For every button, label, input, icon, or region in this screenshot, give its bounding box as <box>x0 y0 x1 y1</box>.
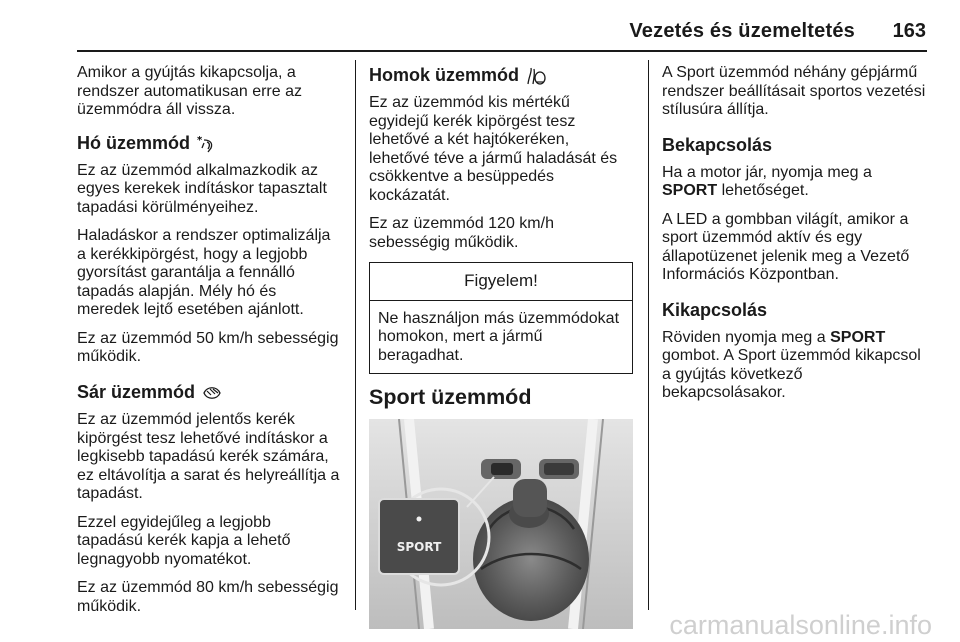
snow-paragraph-2: Haladáskor a rendszer optimalizálja a kerékkipörgést, hogy a legjobb gyorsítást garantálja a fennálló tapadás alapján. Mély hó és meredek lejtő esetében ajánlott. <box>77 227 331 319</box>
sport-mode-heading: Sport üzemmód <box>369 385 532 410</box>
snow-mode-icon <box>196 134 218 154</box>
notice-box <box>369 262 633 374</box>
snow-paragraph-1: Ez az üzemmód alkalmazkodik az egyes kerekek indításkor tapasztalt tapadási körülményeihez. <box>77 161 327 216</box>
sport-button-photo <box>369 419 633 629</box>
page-number: 163 <box>892 20 926 42</box>
sand-mode-heading: Homok üzemmód <box>369 64 633 86</box>
sport-intro-paragraph: A Sport üzemmód néhány gépjármű rendszer beállításait sportos vezetési stílusúra állítja. <box>662 64 926 118</box>
header-rule <box>77 50 927 52</box>
mud-paragraph-3: Ez az üzemmód 80 km/h sebességig működik. <box>77 579 339 615</box>
column-separator-1 <box>355 60 356 610</box>
watermark: carmanualsonline.info <box>669 610 932 640</box>
snow-paragraph-3: Ez az üzemmód 50 km/h sebességig működik. <box>77 329 339 366</box>
mud-paragraph-1: Ez az üzemmód jelentős kerék kipörgést tesz lehetővé indításkor a legkisebb tapadású kerék számára, ez eltávolítja a sarat és helyreállítja a tapadást. <box>77 411 340 502</box>
column-1 <box>77 64 341 626</box>
mud-mode-icon <box>201 383 223 403</box>
svg-text:*: * <box>197 134 203 146</box>
sand-paragraph-2: Ez az üzemmód 120 km/h sebességig működik. <box>369 215 554 251</box>
column-2 <box>369 64 633 629</box>
column-separator-2 <box>648 60 649 610</box>
mud-mode-heading: Sár üzemmód <box>77 381 341 403</box>
intro-paragraph: Amikor a gyújtás kikapcsolja, a rendszer automatikusan erre az üzemmódra áll vissza. <box>77 64 302 118</box>
column-3 <box>662 64 927 413</box>
activation-heading: Bekapcsolás <box>662 134 773 155</box>
activation-paragraph-1: Ha a motor jár, nyomja meg a SPORT lehetőséget. <box>662 163 872 199</box>
activation-paragraph-2: A LED a gombban világít, amikor a sport üzemmód aktív és egy állapotüzenet jelenik meg a Vezető Információs Központban. <box>662 210 910 283</box>
deactivation-paragraph: Röviden nyomja meg a SPORT gombot. A Sport üzemmód kikapcsol a gyújtás következő bekapcsolásakor. <box>662 328 921 401</box>
header-title: Vezetés és üzemeltetés <box>629 20 855 42</box>
sand-paragraph-1: Ez az üzemmód kis mértékű egyidejű kerék kipörgést tesz lehetővé a két hajtókeréken, lehetővé téve a jármű haladását és csökkentve a besüppedés kockázatát. <box>369 94 618 204</box>
deactivation-heading: Kikapcsolás <box>662 299 768 320</box>
sand-mode-icon <box>525 66 547 86</box>
snow-mode-heading: Hó üzemmód * <box>77 132 341 154</box>
notice-title: Figyelem! <box>370 263 632 301</box>
notice-text: Ne használjon más üzemmódokat homokon, mert a jármű beragadhat. <box>378 309 620 364</box>
mud-paragraph-2: Ezzel egyidejűleg a legjobb tapadású kerék kapja a lehető legnagyobb nyomatékot. <box>77 513 291 568</box>
sport-button-label: SPORT <box>396 539 442 554</box>
